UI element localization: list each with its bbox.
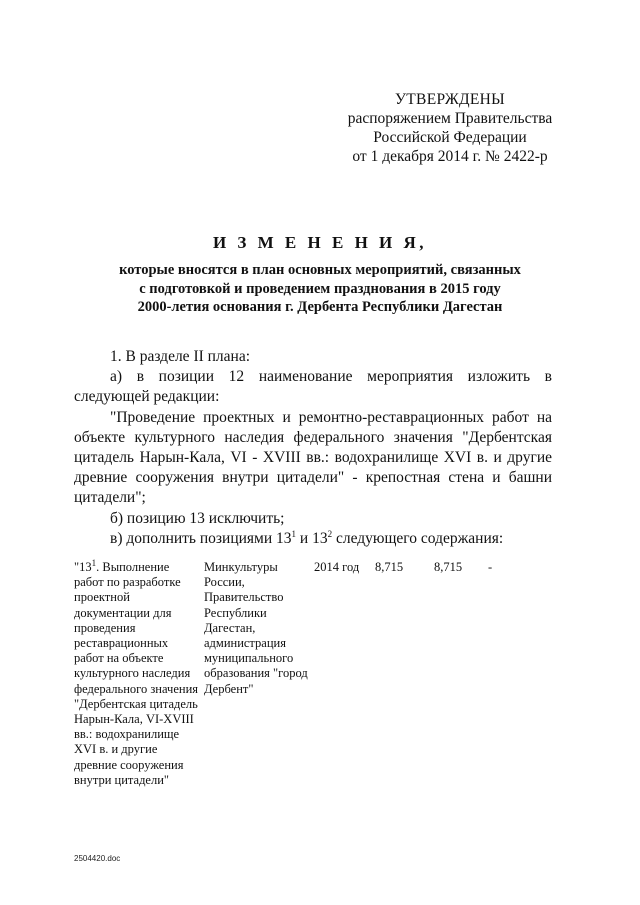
paragraph-a: а) в позиции 12 наименование мероприятия изложить в следующей редакции: (74, 368, 552, 406)
approval-line-1: распоряжением Правительства (347, 110, 553, 127)
heading-line-3: 2000-летия основания г. Дербента Республики Дагестан (137, 299, 503, 315)
table-cell-value-2: 8,715 (434, 560, 463, 574)
approval-line-3: от 1 декабря 2014 г. № 2422-р (352, 148, 548, 165)
approval-stamp (330, 90, 570, 166)
table-cell-value-1: 8,715 (375, 560, 404, 574)
paragraph-quote: "Проведение проектных и ремонтно-реставрационных работ на объекте культурного наследия федерального значения "Дербентская цитадель Нарын-Кала, VI - XVIII вв.: водохранилище XVI в. и другие древние сооружения внутри цитадели" - крепостная стена и башни цитадели"; (74, 408, 552, 507)
table-cell-period: 2014 год (314, 560, 360, 574)
paragraph-b: б) позицию 13 исключить; (110, 509, 285, 527)
table-cell-value-3: - (488, 560, 493, 574)
heading-line-1: которые вносятся в план основных мероприятий, связанных (119, 262, 521, 278)
approval-title: УТВЕРЖДЕНЫ (395, 91, 505, 108)
heading-line-2: с подготовкой и проведением празднования в 2015 году (139, 280, 501, 297)
document-body (74, 347, 552, 549)
document-heading (60, 233, 580, 317)
table-cell-activity: "$13^1$. Выполнение работ по разработке проектной документации для проведения реставрационных работ на объекте культурного наследия федерального значения "Дербентская цитадель Нарын-Кала, VI-XVIII вв.: водохранилище XVI в. и другие древние сооружения внутри цитадели" (74, 557, 199, 787)
footer-filename: 2504420.doc (74, 854, 121, 863)
paragraph-section: 1. В разделе II плана: (110, 348, 251, 365)
paragraph-c: в) дополнить позициями $13^1$ и $13^2$ следующего содержания: (110, 528, 504, 547)
table-cell-executors: Минкультуры России, Правительство Республики Дагестан, администрация муниципального образования "город Дербент" (204, 560, 308, 696)
heading-title: И З М Е Н Е Н И Я, (212, 233, 428, 252)
approval-line-2: Российской Федерации (373, 129, 527, 146)
